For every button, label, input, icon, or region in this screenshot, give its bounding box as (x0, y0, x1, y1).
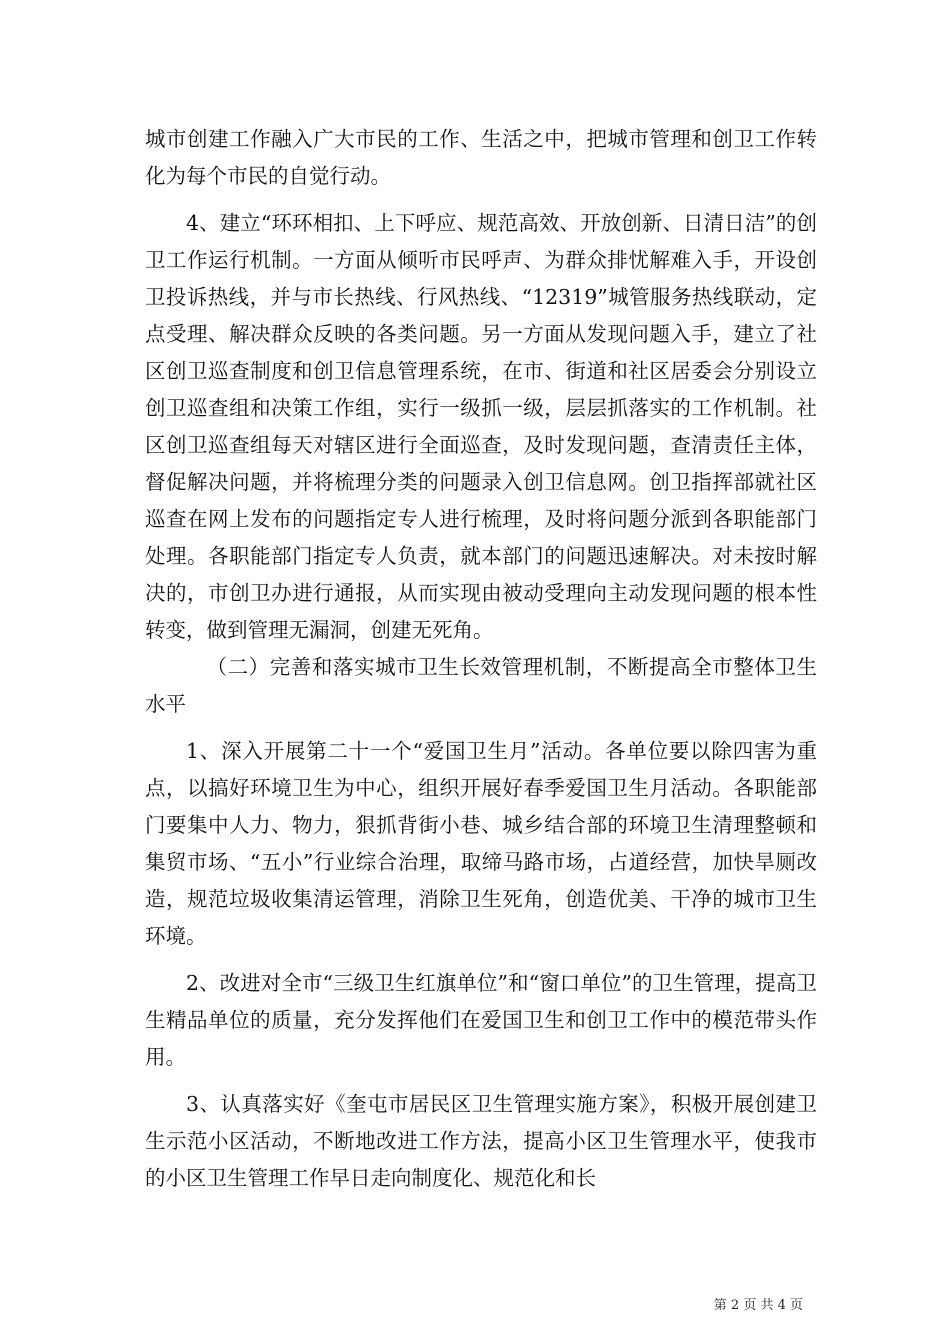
paragraph-item-1: 1、深入开展第二十一个“爱国卫生月”活动。各单位要以除四害为重点，以搞好环境卫生为中心，组织开展好春季爱国卫生月活动。各职能部门要集中人力、物力，狠抓背街小巷、城乡结合部的环境卫生清理整顿和集贸市场、“五小”行业综合治理，取缔马路市场，占道经营，加快旱厕改造，规范垃圾收集清运管理，消除卫生死角，创造优美、干净的城市卫生环境。 (145, 739, 817, 948)
section-heading-2: （二）完善和落实城市卫生长效管理机制，不断提高全市整体卫生水平 (145, 655, 817, 716)
page-number-footer: 第 2 页 共 4 页 (713, 1298, 803, 1313)
paragraph-continuation: 城市创建工作融入广大市民的工作、生活之中，把城市管理和创卫工作转化为每个市民的自觉行动。 (145, 127, 817, 188)
document-body (145, 121, 817, 1197)
paragraph-item-3: 3、认真落实好《奎屯市居民区卫生管理实施方案》，积极开展创建卫生示范小区活动，不断地改进工作方法，提高小区卫生管理水平，使我市的小区卫生管理工作早日走向制度化、规范化和长 (145, 1092, 817, 1190)
paragraph-item-2: 2、改进对全市“三级卫生红旗单位”和“窗口单位”的卫生管理，提高卫生精品单位的质量，充分发挥他们在爱国卫生和创卫工作中的模范带头作用。 (145, 971, 817, 1069)
paragraph-item-4: 4、建立“环环相扣、上下呼应、规范高效、开放创新、日清日洁”的创卫工作运行机制。一方面从倾听市民呼声、为群众排忧解难入手，开设创卫投诉热线，并与市长热线、行风热线、“12319”城管服务热线联动，定点受理、解决群众反映的各类问题。另一方面从发现问题入手，建立了社区创卫巡查制度和创卫信息管理系统，在市、街道和社区居委会分别设立创卫巡查组和决策工作组，实行一级抓一级，层层抓落实的工作机制。社区创卫巡查组每天对辖区进行全面巡查，及时发现问题，查清责任主体，督促解决问题，并将梳理分类的问题录入创卫信息网。创卫指挥部就社区巡查在网上发布的问题指定专人进行梳理，及时将问题分派到各职能部门处理。各职能部门指定专人负责，就本部门的问题迅速解决。对未按时解决的，市创卫办进行通报，从而实现由被动受理向主动发现问题的根本性转变，做到管理无漏洞，创建无死角。 (145, 211, 817, 642)
